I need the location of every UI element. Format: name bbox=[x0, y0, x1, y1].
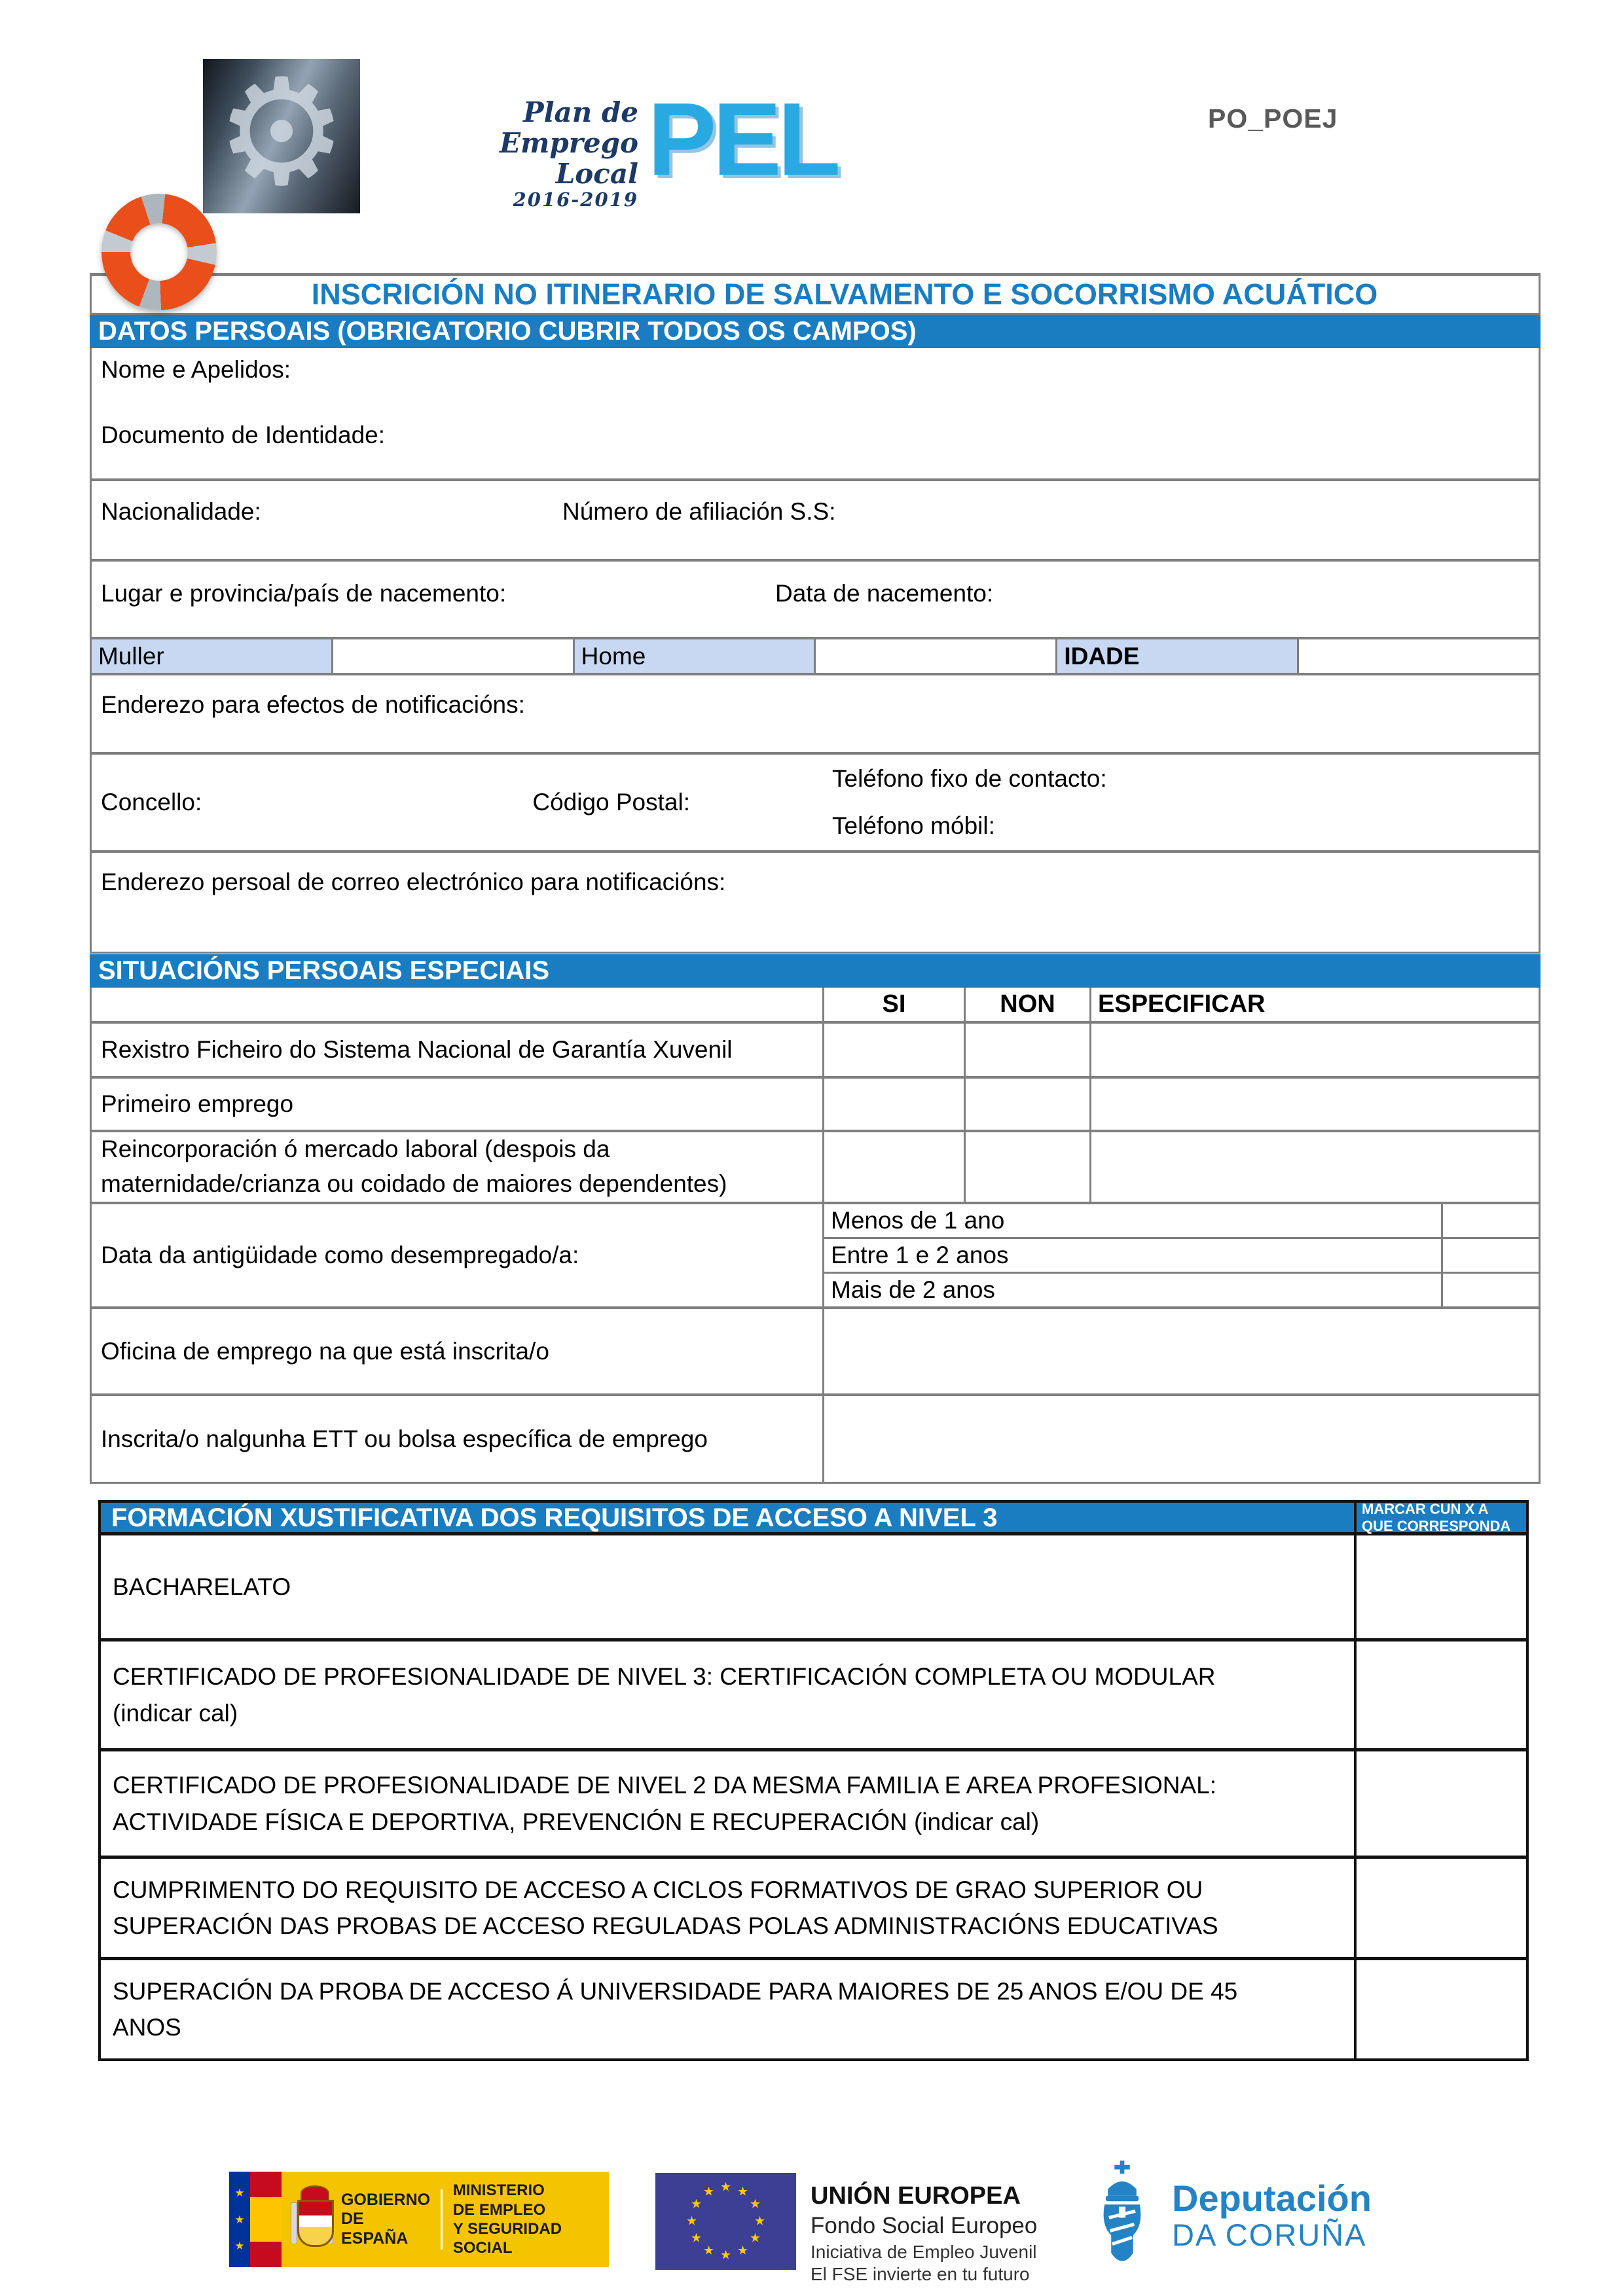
union-europea-logo bbox=[655, 2173, 1037, 2285]
option-entre-1-2-anos bbox=[824, 1237, 1539, 1272]
ministerio-label bbox=[453, 2181, 609, 2257]
crown-icon bbox=[301, 2185, 329, 2201]
star-icon: ★ bbox=[750, 2197, 761, 2212]
star-icon: ★ bbox=[702, 2244, 715, 2258]
cell-telefonos[interactable] bbox=[824, 755, 1539, 850]
label-text: Entre 1 e 2 anos bbox=[831, 1242, 1009, 1268]
checkbox-menos-1-ano[interactable] bbox=[1441, 1204, 1539, 1237]
label-email: Enderezo persoal de correo electrónico para notificacións: bbox=[101, 869, 726, 895]
label-text: MINISTERIO bbox=[452, 2181, 545, 2200]
label-mais-2-anos bbox=[824, 1274, 1441, 1306]
label-text: Primeiro emprego bbox=[101, 1090, 294, 1117]
antiguidade-options bbox=[824, 1204, 1539, 1306]
label-proba-universidade bbox=[101, 1960, 1354, 2058]
label-text: Y SEGURIDAD SOCIAL bbox=[452, 2220, 562, 2257]
label-primeiro-emprego bbox=[92, 1079, 824, 1130]
gobierno-espana-logo bbox=[229, 2172, 609, 2267]
row-oficina bbox=[92, 1309, 1539, 1396]
deputacion-texts bbox=[1172, 2179, 1372, 2251]
pel-logo bbox=[452, 82, 837, 211]
section-header-formacion bbox=[101, 1503, 1354, 1532]
row-garantia-xuvenil bbox=[92, 1024, 1539, 1079]
pel-acronym: PEL bbox=[647, 82, 837, 197]
label-text: BACHARELATO bbox=[113, 1573, 291, 1600]
section-header-datos: DATOS PERSOAIS (OBRIGATORIO CUBRIR TODOS OS CAMPOS) bbox=[90, 315, 1541, 348]
label-text: CUMPRIMENTO DO REQUISITO DE ACCESO A CICLOS FORMATIVOS DE GRAO SUPERIOR OU SUPERACIÓN DAS PROBAS DE ACCESO REGULADAS POLAS ADMINISTRACIÓNS EDUCATIVAS bbox=[113, 1876, 1218, 1939]
label-text: Menos de 1 ano bbox=[831, 1207, 1005, 1234]
input-si-garantia[interactable] bbox=[824, 1024, 966, 1076]
flag-red-band bbox=[250, 2172, 282, 2197]
flag-red-band bbox=[250, 2242, 282, 2267]
input-si-reincorporacion[interactable] bbox=[824, 1132, 966, 1202]
gobierno-yellow-panel bbox=[282, 2172, 609, 2267]
input-non-garantia[interactable] bbox=[966, 1024, 1091, 1076]
lifebuoy-icon bbox=[101, 194, 217, 310]
label-text: DE ESPAÑA bbox=[340, 2210, 409, 2248]
formacion-table bbox=[98, 1500, 1529, 2061]
row-email[interactable] bbox=[92, 853, 1539, 952]
pel-script-line2: Emprego Local bbox=[499, 127, 638, 190]
label-text: MARCAR CUN X A QUE CORRESPONDA bbox=[1362, 1500, 1511, 1534]
checkbox-certificado-nivel2[interactable] bbox=[1354, 1751, 1526, 1856]
input-ett[interactable] bbox=[824, 1396, 1539, 1482]
star-icon: ★ bbox=[234, 2213, 245, 2226]
hercules-tower-icon bbox=[1088, 2160, 1156, 2271]
spain-flag-icon bbox=[250, 2172, 282, 2267]
row-primeiro-emprego bbox=[92, 1079, 1539, 1132]
row-cumprimento-acceso bbox=[101, 1859, 1526, 1960]
checkbox-certificado-nivel3[interactable] bbox=[1354, 1641, 1526, 1748]
row-concello-telefonos bbox=[92, 755, 1539, 853]
col-header-si: SI bbox=[824, 988, 966, 1021]
label-afiliacion: Número de afiliación S.S: bbox=[562, 498, 836, 525]
label-text: Data da antigüidade como desempregado/a: bbox=[101, 1242, 579, 1268]
option-mais-2-anos bbox=[824, 1272, 1539, 1306]
label-enderezo: Enderezo para efectos de notificacións: bbox=[101, 691, 525, 718]
label-oficina bbox=[92, 1309, 824, 1393]
label-text: Reincorporación ó mercado laboral (despois da maternidade/crianza ou coidado de maiores dependentes) bbox=[101, 1136, 727, 1197]
label-home: Home bbox=[581, 642, 646, 670]
label-reincorporacion bbox=[92, 1132, 824, 1202]
option-menos-1-ano bbox=[824, 1204, 1539, 1237]
label-antiguidade bbox=[92, 1204, 824, 1306]
deputacion-title: Deputación bbox=[1172, 2177, 1372, 2219]
gear-icon: ⚙ bbox=[215, 59, 348, 213]
label-ett bbox=[92, 1396, 824, 1482]
label-text: Inscrita/o nalgunha ETT ou bolsa específica de emprego bbox=[101, 1425, 708, 1452]
document-code: PO_POEJ bbox=[1208, 103, 1338, 134]
label-idade: IDADE bbox=[1064, 642, 1140, 670]
checkbox-entre-1-2-anos[interactable] bbox=[1441, 1239, 1539, 1272]
shield-icon bbox=[297, 2200, 334, 2247]
row-nacionalidade[interactable] bbox=[92, 481, 1539, 562]
title-box bbox=[90, 273, 1541, 315]
label-text: DE EMPLEO bbox=[452, 2200, 546, 2219]
label-text: SUPERACIÓN DA PROBA DE ACCESO Á UNIVERSIDADE PARA MAIORES DE 25 ANOS E/OU DE 45 ANOS bbox=[113, 1977, 1238, 2041]
label-concello: Concello: bbox=[101, 789, 202, 816]
eu-flag-icon bbox=[655, 2173, 796, 2270]
label-bacharelato bbox=[101, 1535, 1354, 1638]
gobierno-texts bbox=[341, 2181, 609, 2257]
input-especificar-reincorporacion[interactable] bbox=[1091, 1132, 1539, 1202]
spain-coat-of-arms-icon bbox=[292, 2185, 332, 2253]
label-text: GOBIERNO bbox=[340, 2190, 431, 2209]
col-header-especificar: ESPECIFICAR bbox=[1098, 990, 1266, 1018]
divider bbox=[441, 2189, 443, 2250]
row-nacemento[interactable] bbox=[92, 562, 1539, 639]
pel-years: 2016-2019 bbox=[513, 188, 638, 211]
input-si-primeiro[interactable] bbox=[824, 1079, 966, 1130]
situacions-header-row bbox=[92, 988, 1539, 1024]
input-especificar-garantia[interactable] bbox=[1091, 1024, 1539, 1076]
label-nome: Nome e Apelidos: bbox=[101, 356, 291, 383]
row-certificado-nivel2 bbox=[101, 1751, 1526, 1859]
star-icon: ★ bbox=[750, 2231, 761, 2246]
label-documento: Documento de Identidade: bbox=[101, 422, 386, 448]
eu-title: UNIÓN EUROPEA bbox=[811, 2182, 1021, 2210]
label-cumprimento-acceso bbox=[101, 1859, 1354, 1957]
label-text: CERTIFICADO DE PROFESIONALIDADE DE NIVEL 2 DA MESMA FAMILIA E AREA PROFESIONAL: ACTIVIDADE FÍSICA E DEPORTIVA, PREVENCIÓN E RECUPERACIÓN (indicar cal) bbox=[113, 1772, 1217, 1835]
checkbox-mais-2-anos[interactable] bbox=[1441, 1274, 1539, 1306]
label-garantia-xuvenil bbox=[92, 1024, 824, 1076]
row-nome-documento[interactable] bbox=[92, 348, 1539, 481]
star-icon: ★ bbox=[234, 2186, 245, 2199]
star-icon: ★ bbox=[737, 2185, 749, 2199]
label-codigo-postal: Código Postal: bbox=[532, 789, 690, 816]
header-empty-cell bbox=[92, 988, 824, 1021]
deputacion-logo bbox=[1088, 2160, 1372, 2271]
label-lugar-nacemento: Lugar e provincia/país de nacemento: bbox=[101, 580, 507, 607]
deputacion-subtitle: DA CORUÑA bbox=[1172, 2217, 1367, 2252]
input-oficina[interactable] bbox=[824, 1309, 1539, 1393]
row-bacharelato bbox=[101, 1535, 1526, 1641]
section-header-situacions: SITUACIÓNS PERSOAIS ESPECIAIS bbox=[90, 954, 1541, 988]
spain-flag-stars-strip bbox=[229, 2172, 250, 2267]
star-icon: ★ bbox=[234, 2240, 245, 2253]
label-menos-1-ano bbox=[824, 1204, 1441, 1237]
label-text: FORMACIÓN XUSTIFICATIVA DOS REQUISITOS DE ACCESO A NIVEL 3 bbox=[111, 1503, 998, 1532]
datos-table bbox=[90, 348, 1541, 954]
star-icon: ★ bbox=[720, 2248, 732, 2263]
cell-concello-cp[interactable] bbox=[92, 755, 824, 850]
gear-photo bbox=[203, 59, 360, 213]
star-icon: ★ bbox=[702, 2185, 715, 2199]
label-entre-1-2-anos bbox=[824, 1239, 1441, 1272]
star-icon: ★ bbox=[754, 2214, 766, 2229]
input-non-primeiro[interactable] bbox=[966, 1079, 1091, 1130]
label-data-nacemento: Data de nacemento: bbox=[775, 580, 994, 607]
situacions-table bbox=[90, 988, 1541, 1484]
label-text: Rexistro Ficheiro do Sistema Nacional de Garantía Xuvenil bbox=[101, 1036, 733, 1063]
input-cell-muller[interactable] bbox=[333, 639, 575, 673]
cell-home bbox=[575, 639, 816, 673]
eu-line3: Iniciativa de Empleo Juvenil bbox=[811, 2242, 1037, 2262]
cell-idade bbox=[1057, 639, 1299, 673]
col-header-marcar bbox=[1354, 1500, 1526, 1534]
formacion-header-row bbox=[101, 1500, 1526, 1535]
star-icon: ★ bbox=[685, 2214, 698, 2229]
label-telefono-fixo: Teléfono fixo de contacto: bbox=[832, 765, 1107, 792]
eu-subtitle: Fondo Social Europeo bbox=[811, 2213, 1038, 2238]
row-reincorporacion bbox=[92, 1132, 1539, 1204]
pel-logo-script bbox=[452, 97, 638, 211]
row-antiguidade bbox=[92, 1204, 1539, 1309]
cell-muller bbox=[92, 639, 333, 673]
page-title: INSCRICIÓN NO ITINERARIO DE SALVAMENTO E SOCORRISMO ACUÁTICO bbox=[311, 278, 1378, 311]
label-muller: Muller bbox=[98, 642, 164, 670]
label-text: CERTIFICADO DE PROFESIONALIDADE DE NIVEL 3: CERTIFICACIÓN COMPLETA OU MODULAR (indicar cal) bbox=[113, 1663, 1216, 1727]
flag-yellow-band bbox=[250, 2197, 282, 2241]
input-non-reincorporacion[interactable] bbox=[966, 1132, 1091, 1202]
col-header-non: NON bbox=[966, 988, 1091, 1021]
row-sexo-idade bbox=[92, 639, 1539, 675]
eu-texts bbox=[811, 2173, 1037, 2285]
label-text: Oficina de emprego na que está inscrita/o bbox=[101, 1337, 549, 1365]
input-especificar-primeiro[interactable] bbox=[1091, 1079, 1539, 1130]
gobierno-label bbox=[341, 2191, 430, 2249]
label-certificado-nivel3 bbox=[101, 1641, 1354, 1748]
checkbox-cumprimento-acceso[interactable] bbox=[1354, 1859, 1526, 1957]
label-text: Mais de 2 anos bbox=[831, 1276, 995, 1303]
row-enderezo[interactable] bbox=[92, 675, 1539, 755]
row-ett bbox=[92, 1396, 1539, 1482]
pillar-icon bbox=[291, 2202, 297, 2244]
pel-script-line1: Plan de bbox=[523, 96, 638, 128]
eu-line4: El FSE invierte en tu futuro bbox=[811, 2264, 1030, 2284]
row-proba-universidade bbox=[101, 1960, 1526, 2058]
checkbox-proba-universidade[interactable] bbox=[1354, 1960, 1526, 2058]
checkbox-bacharelato[interactable] bbox=[1354, 1535, 1526, 1638]
label-nacionalidade: Nacionalidade: bbox=[101, 498, 261, 525]
star-icon: ★ bbox=[720, 2180, 732, 2195]
input-cell-idade[interactable] bbox=[1299, 639, 1539, 673]
star-icon: ★ bbox=[690, 2231, 702, 2246]
row-certificado-nivel3 bbox=[101, 1641, 1526, 1751]
label-telefono-mobil: Teléfono móbil: bbox=[832, 812, 995, 839]
input-cell-home[interactable] bbox=[816, 639, 1057, 673]
star-icon: ★ bbox=[737, 2244, 749, 2258]
star-icon: ★ bbox=[690, 2197, 702, 2212]
label-certificado-nivel2 bbox=[101, 1751, 1354, 1856]
